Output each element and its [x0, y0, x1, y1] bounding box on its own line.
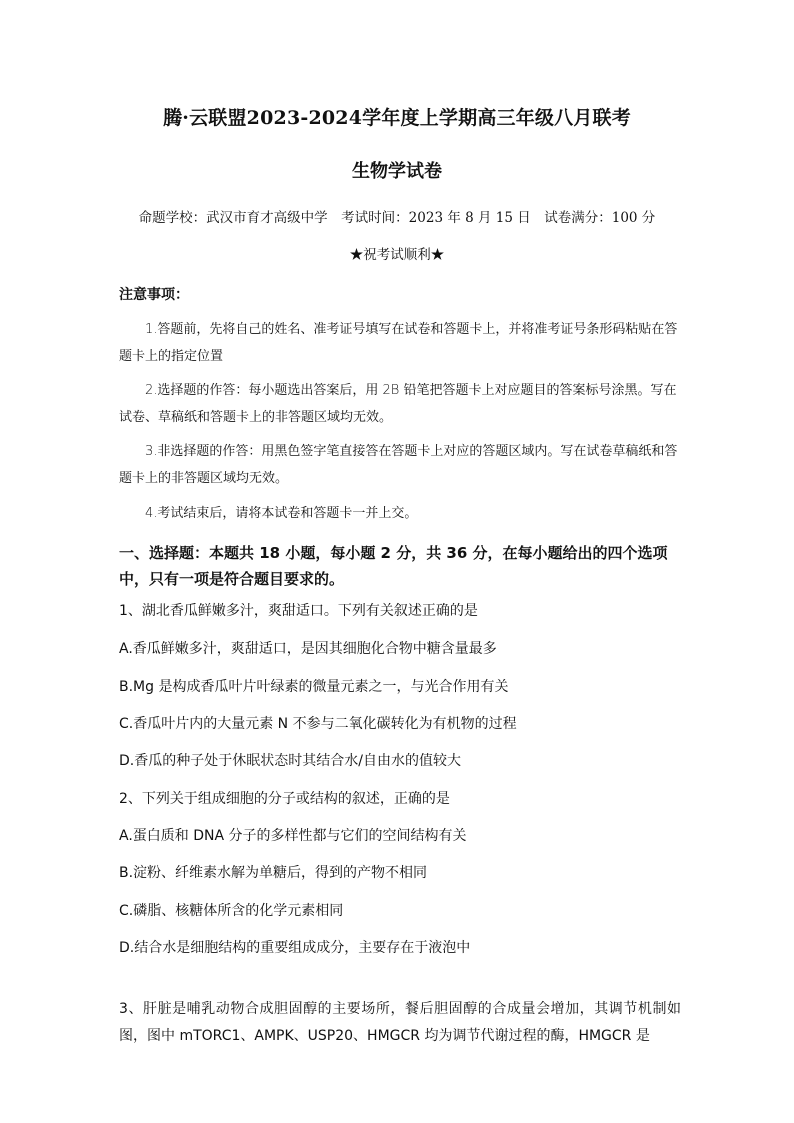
notice-item-text: 3.非选择题的作答：用黑色签字笔直接答在答题卡上对应的答题区域内。写在试卷草稿纸和答题卡上的非答题区域均无效。	[119, 444, 678, 486]
notice-item-text: 4.考试结束后，请将本试卷和答题卡一并上交。	[145, 506, 418, 521]
exam-subject: 生物学试卷	[352, 161, 442, 182]
section-heading: 一、选择题：本题共 18 小题，每小题 2 分，共 36 分，在每小题给出的四个选项中，只有一项是符合题目要求的。	[119, 544, 668, 588]
notice-heading: 注意事项：	[119, 287, 189, 303]
notice-item	[119, 500, 679, 527]
question-option: D.结合水是细胞结构的重要组成成分，主要存在于液泡中	[119, 940, 471, 956]
notice-item	[119, 438, 679, 492]
question-option: B.淀粉、纤维素水解为单糖后，得到的产物不相同	[119, 865, 428, 881]
question-option: C.香瓜叶片内的大量元素 N 不参与二氧化碳转化为有机物的过程	[119, 716, 517, 732]
question-stem: 3、肝脏是哺乳动物合成胆固醇的主要场所，餐后胆固醇的合成量会增加，其调节机制如图，图中 mTORC1、AMPK、USP20、HMGCR 均为调节代谢过程的酶，HMGCR 是	[119, 1001, 681, 1044]
notice-item-text: 1.答题前，先将自己的姓名、准考证号填写在试卷和答题卡上，并将准考证号条形码粘贴在答题卡上的指定位置	[119, 322, 678, 364]
question-stem: 2、下列关于组成细胞的分子或结构的叙述，正确的是	[119, 791, 450, 807]
question-option: A.蛋白质和 DNA 分子的多样性都与它们的空间结构有关	[119, 828, 467, 844]
notice-item-text: 2.选择题的作答：每小题选出答案后，用 2B 铅笔把答题卡上对应题目的答案标号涂黑。写在试卷、草稿纸和答题卡上的非答题区域均无效。	[119, 383, 677, 425]
exam-meta: 命题学校：武汉市育才高级中学 考试时间：2023 年 8 月 15 日 试卷满分：100 分	[138, 210, 656, 226]
question-option: A.香瓜鲜嫩多汁，爽甜适口，是因其细胞化合物中糖含量最多	[119, 641, 497, 657]
exam-wish: ★祝考试顺利★	[349, 247, 445, 263]
exam-title: 腾·云联盟2023-2024学年度上学期高三年级八月联考	[163, 107, 631, 129]
notice-item	[119, 316, 679, 370]
notice-item	[119, 377, 679, 431]
question-option: B.Mg 是构成香瓜叶片叶绿素的微量元素之一，与光合作用有关	[119, 679, 509, 695]
question-stem: 1、湖北香瓜鲜嫩多汁，爽甜适口。下列有关叙述正确的是	[119, 603, 478, 619]
question-option: C.磷脂、核糖体所含的化学元素相同	[119, 903, 344, 919]
question-option: D.香瓜的种子处于休眠状态时其结合水/自由水的值较大	[119, 753, 461, 769]
